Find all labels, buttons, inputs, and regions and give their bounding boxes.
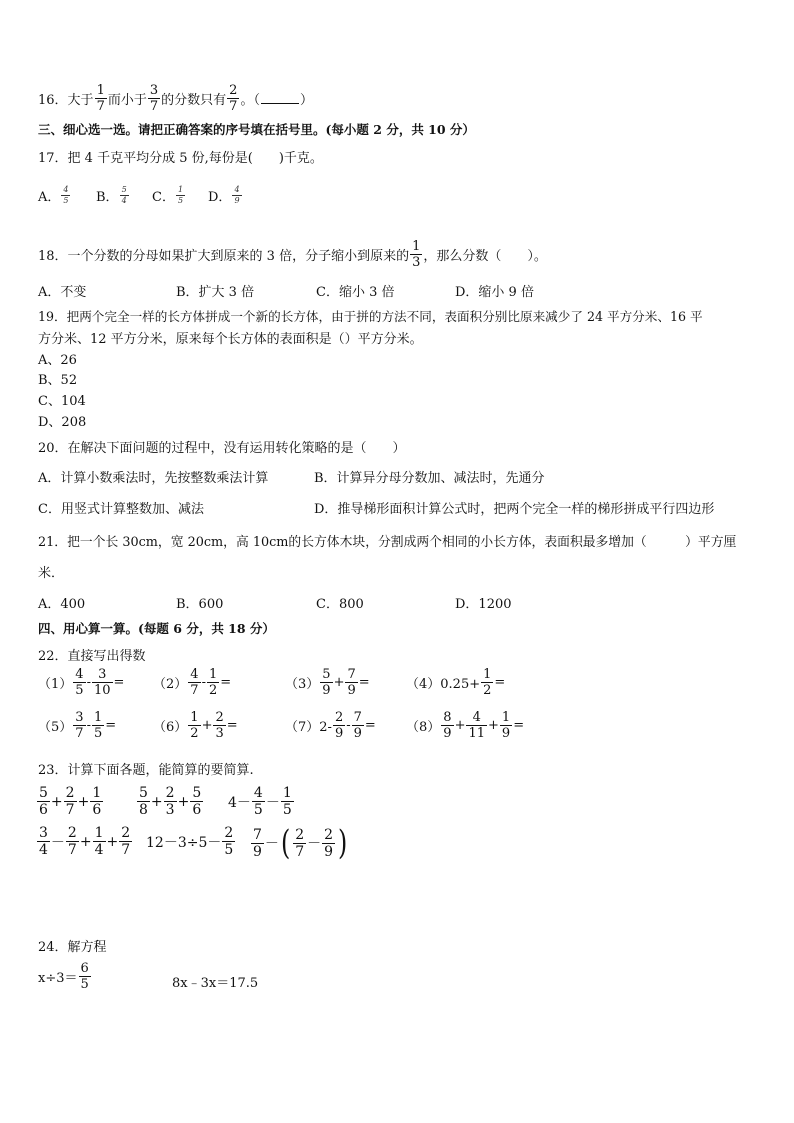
q16-fraction-2: 3 7 <box>149 82 159 114</box>
question-21-line-1: 21．把一个长 30cm，宽 20cm，高 10cm的长方体木块，分割成两个相同的小长方体，表面积最多增加（ ）平方厘 <box>38 535 737 550</box>
q16-text-5: ） <box>299 92 313 108</box>
q22-item-4: （4）0.25+ $\frac{1}{2}$ = <box>406 667 506 698</box>
q16-fraction-1: 1 7 <box>96 82 105 114</box>
q22-item-8: （8） 8 9 + $\frac{4}{11}$ + $\frac{1}{9}$ = <box>406 710 525 741</box>
q16-text-3: 的分数只有 <box>161 92 227 108</box>
q24-equation-2: 8x﹣3x＝17.5 <box>172 976 259 991</box>
q21-option-d[interactable]: D．1200 <box>455 597 512 612</box>
q18-fraction: 1 3 <box>412 238 421 270</box>
q18-option-c[interactable]: C．缩小 3 倍 <box>316 285 395 300</box>
q19-option-a[interactable]: A、26 <box>38 353 77 368</box>
q22-item-7: （7）2- 2 9 - $\frac{7}{9}$ = <box>285 710 376 741</box>
q20-option-c[interactable]: C．用竖式计算整数加、减法 <box>38 502 204 517</box>
q20-option-a[interactable]: A．计算小数乘法时，先按整数乘法计算 <box>38 471 269 486</box>
q16-answer-blank[interactable] <box>261 93 299 104</box>
q22-item-2: （2） 4 7 - $\frac{1}{2}$ = <box>153 667 232 698</box>
q16-text-4: 。（ <box>240 92 260 108</box>
question-22-title: 22．直接写出得数 <box>38 649 146 664</box>
q23-expr-3: 4－ 4 5 － 1 5 <box>228 785 292 818</box>
q21-option-a[interactable]: A．400 <box>38 597 86 612</box>
question-19-line-2: 方分米、12 平方分米，原来每个长方体的表面积是（）平方分米。 <box>38 332 423 347</box>
q19-option-c[interactable]: C、104 <box>38 394 86 409</box>
q16-number: 16． <box>38 92 68 108</box>
q18-text-2: ，那么分数（ ）。 <box>423 248 547 264</box>
q22-item-1: （1） 4 5 - $\frac{3}{10}$ = <box>38 667 125 698</box>
question-17-text: 17．把 4 千克平均分成 5 份,每份是( )千克。 <box>38 151 323 166</box>
section-3-heading: 三、细心选一选。请把正确答案的序号填在括号里。(每小题 2 分，共 10 分） <box>38 122 475 137</box>
q18-option-d[interactable]: D．缩小 9 倍 <box>455 285 534 300</box>
q18-text-1: 18．一个分数的分母如果扩大到原来的 3 倍，分子缩小到原来的 <box>38 248 410 264</box>
q17-option-b[interactable]: B． 5 4 <box>96 185 127 205</box>
q16-text-1: 大于 <box>67 92 94 108</box>
q24-equation-1: x÷3＝ 6 5 <box>38 961 89 992</box>
q17-option-c[interactable]: C． 1 5 <box>152 185 184 205</box>
q19-option-b[interactable]: B、52 <box>38 373 78 388</box>
question-24-title: 24．解方程 <box>38 940 107 955</box>
q23-expr-5: 12－3÷5－ 2 5 <box>146 825 234 858</box>
q18-option-a[interactable]: A．不变 <box>38 285 87 300</box>
q22-item-6: （6） 1 2 + $\frac{2}{3}$ = <box>153 710 238 741</box>
question-20-text: 20．在解决下面问题的过程中，没有运用转化策略的是（ ） <box>38 441 406 456</box>
q23-expr-1: 5 6 + $\frac{2}{7}$ + $\frac{1}{6}$ <box>39 785 102 818</box>
question-21-line-2: 米． <box>38 566 65 581</box>
q16-fraction-3: 2 7 <box>229 82 238 114</box>
q19-option-d[interactable]: D、208 <box>38 415 87 430</box>
q16-text-2: 而小于 <box>107 92 147 108</box>
q17-option-a[interactable]: A． 4 5 <box>38 185 69 205</box>
q17-option-d[interactable]: D． 4 9 <box>208 185 240 205</box>
q22-item-3: （3） 5 9 + $\frac{7}{9}$ = <box>285 667 370 698</box>
q20-option-b[interactable]: B．计算异分母分数加、减法时，先通分 <box>314 471 545 486</box>
question-18 <box>38 234 547 274</box>
question-23-title: 23．计算下面各题，能简算的要简算. <box>38 763 254 778</box>
q23-expr-2: 5 8 + $\frac{2}{3}$ + $\frac{5}{6}$ <box>139 785 202 818</box>
q21-option-c[interactable]: C．800 <box>316 597 364 612</box>
section-4-heading: 四、用心算一算。(每题 6 分，共 18 分） <box>38 621 275 636</box>
question-16 <box>38 80 313 116</box>
question-17-options <box>38 186 243 205</box>
q23-expr-4: 3 4 － 2 7 + $\frac{1}{4}$ + $\frac{2}{7}$ <box>39 825 131 858</box>
q23-expr-6: 7 9 － ( 2 7 － 2 9 ) <box>253 823 348 863</box>
q21-option-b[interactable]: B．600 <box>176 597 224 612</box>
q20-option-d[interactable]: D．推导梯形面积计算公式时，把两个完全一样的梯形拼成平行四边形 <box>314 502 715 517</box>
q18-option-b[interactable]: B．扩大 3 倍 <box>176 285 255 300</box>
q22-item-5: （5） 3 7 - $\frac{1}{5}$ = <box>38 710 117 741</box>
question-19-line-1: 19．把两个完全一样的长方体拼成一个新的长方体，由于拼的方法不同，表面积分别比原来减少了 24 平方分米、16 平 <box>38 309 703 324</box>
